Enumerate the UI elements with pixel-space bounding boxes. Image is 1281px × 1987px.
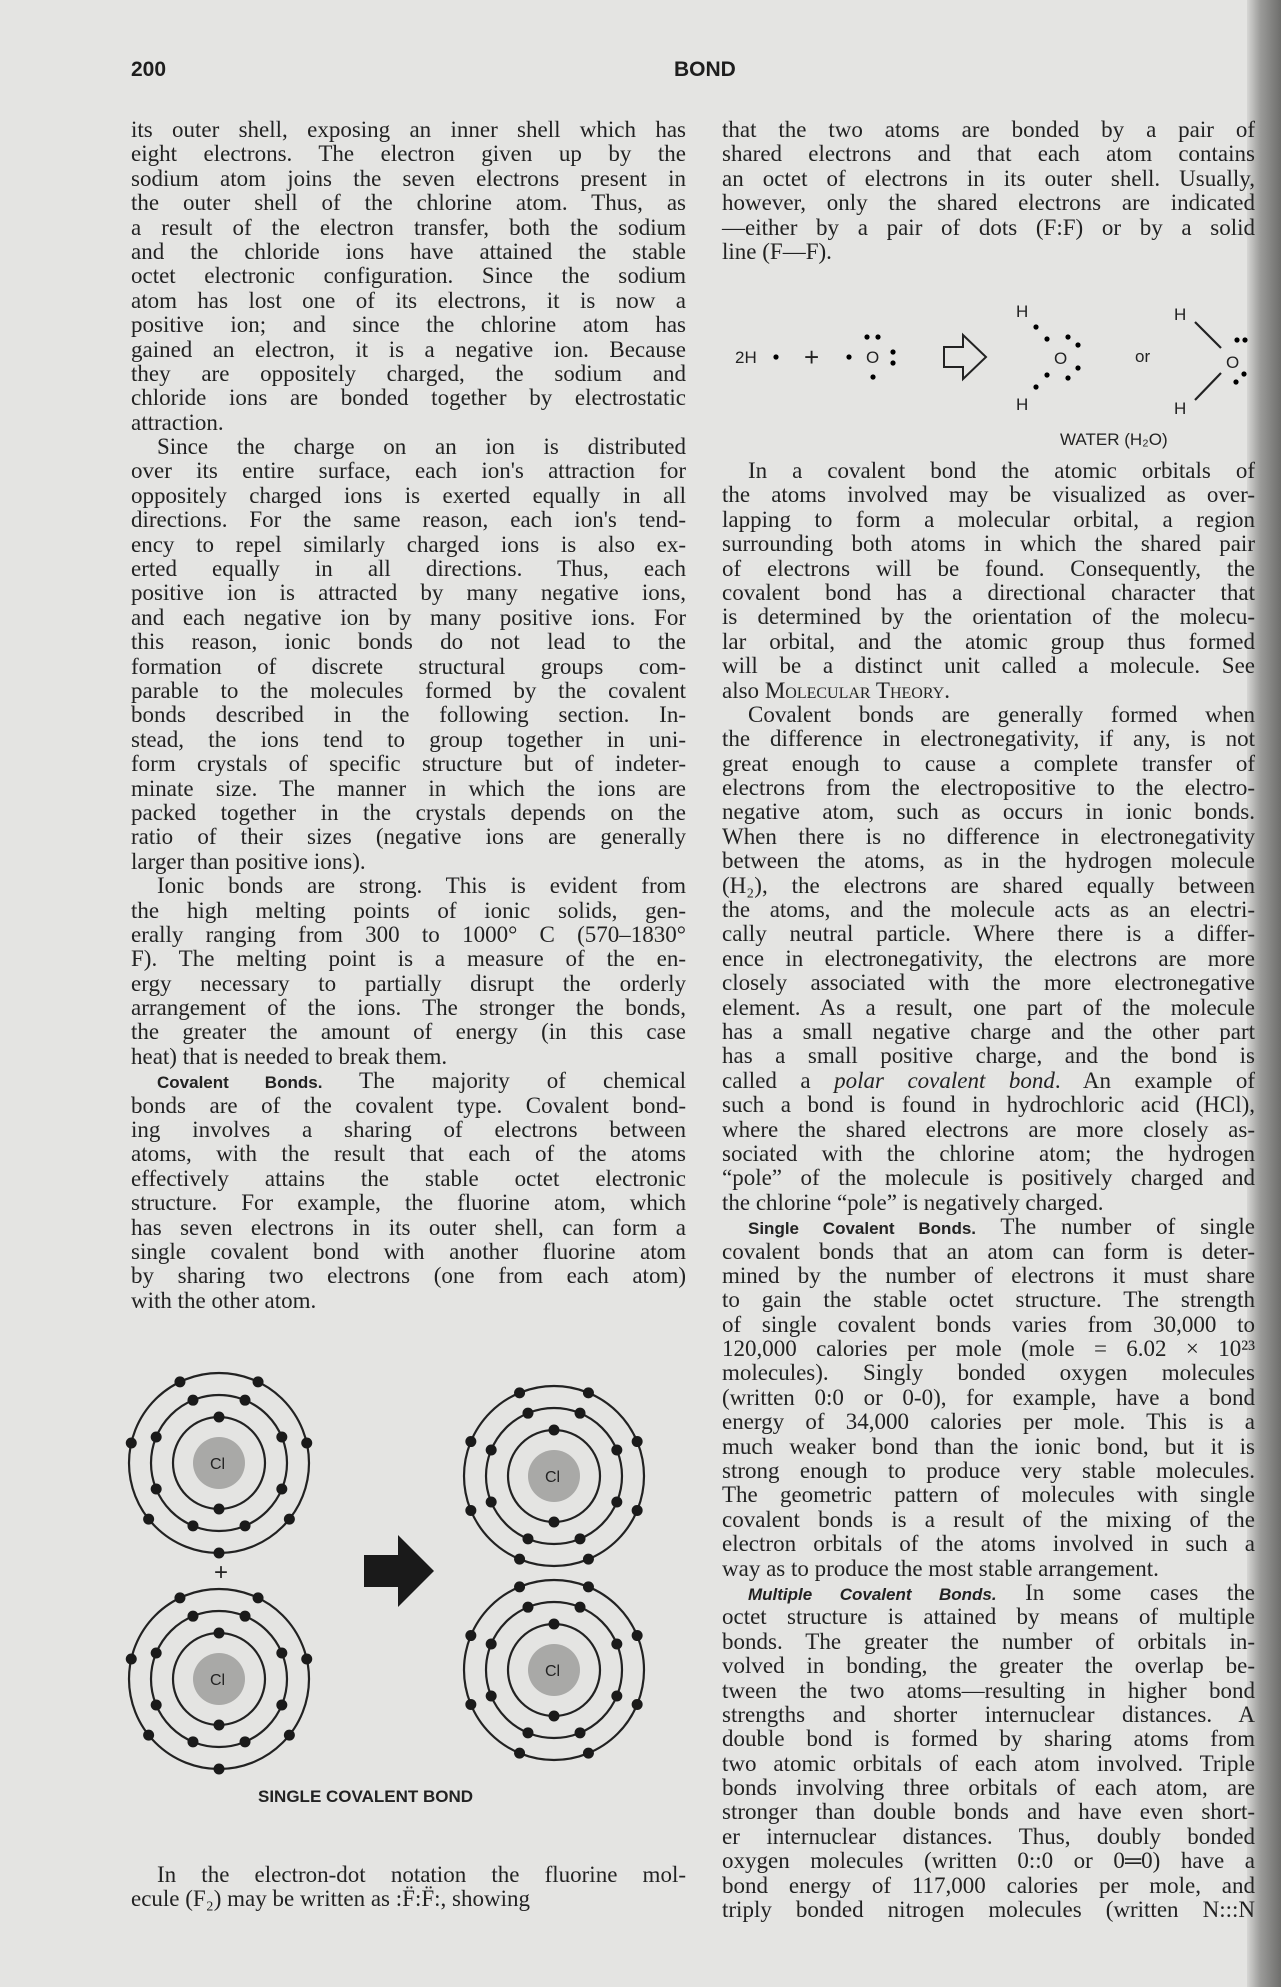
electron bbox=[187, 1611, 198, 1622]
text-line: covalent bonds that an atom can form is deter- bbox=[722, 1238, 1255, 1264]
electron bbox=[253, 1592, 264, 1603]
text-line: with the other atom. bbox=[131, 1287, 317, 1313]
left-column bbox=[131, 118, 686, 1313]
text-line: covalent bonds is a result of the mixing of the bbox=[722, 1506, 1255, 1532]
electron bbox=[187, 1736, 198, 1747]
electron bbox=[240, 1520, 251, 1531]
text-line: heat) that is needed to break them. bbox=[131, 1043, 448, 1069]
electron bbox=[151, 1700, 162, 1711]
text-run: . An example of bbox=[1054, 1067, 1256, 1093]
electron bbox=[465, 1699, 476, 1710]
text-line: octet structure is attained by means of multiple bbox=[722, 1604, 1255, 1630]
text-line: single covalent bond with another fluorine atom bbox=[131, 1238, 686, 1264]
text-run: also bbox=[722, 677, 765, 703]
electron bbox=[253, 1376, 264, 1387]
hydrogen-label: H bbox=[1016, 302, 1029, 321]
text-line: parable to the molecules formed by the covalent bbox=[131, 677, 686, 703]
electron bbox=[583, 1387, 594, 1398]
text-line: stronger than double bonds and have even short- bbox=[722, 1799, 1255, 1825]
text-line: sociated with the chlorine atom; the hydrogen bbox=[722, 1140, 1255, 1166]
text-line: octet electronic configuration. Since the sodium bbox=[131, 263, 686, 289]
text-line: positive ion is attracted by many negative ions, bbox=[131, 580, 686, 606]
text-run: In some cases the bbox=[996, 1579, 1255, 1605]
electron bbox=[276, 1647, 287, 1658]
electron bbox=[522, 1408, 533, 1419]
text-line: where the shared electrons are more closely as- bbox=[722, 1116, 1255, 1142]
electron bbox=[611, 1691, 622, 1702]
right-column bbox=[722, 459, 1255, 1922]
text-line: erted equally in all directions. Thus, each bbox=[131, 556, 686, 582]
text-line: “pole” of the molecule is positively charged and bbox=[722, 1165, 1255, 1191]
text-line: and each negative ion by many positive ions. For bbox=[131, 604, 686, 630]
text-line: (written 0:0 or 0-0), for example, have a bond bbox=[722, 1384, 1255, 1410]
text-line: closely associated with the more electronegative bbox=[722, 970, 1255, 996]
water-diagram bbox=[700, 260, 1281, 460]
text-line: mined by the number of electrons it must share bbox=[722, 1262, 1255, 1288]
electron bbox=[575, 1727, 586, 1738]
or-label: or bbox=[1135, 347, 1151, 366]
text-line: such a bond is found in hydrochloric acid (HCl), bbox=[722, 1092, 1255, 1118]
text-line: element. As a result, one part of the molecule bbox=[722, 994, 1255, 1020]
electron bbox=[187, 1520, 198, 1531]
electron bbox=[583, 1581, 594, 1592]
text-line: triply bonded nitrogen molecules (written N:::N bbox=[722, 1897, 1255, 1923]
figure-caption: SINGLE COVALENT BOND bbox=[258, 1787, 474, 1806]
atom-label: Cl bbox=[545, 1663, 561, 1680]
text-line: ing involves a sharing of electrons between bbox=[131, 1117, 686, 1143]
text-line: oxygen molecules (written 0::0 or 0═0) have a bbox=[722, 1848, 1255, 1874]
electron bbox=[575, 1602, 586, 1613]
electron bbox=[611, 1497, 622, 1508]
text-line: bond energy of 117,000 calories per mole, and bbox=[722, 1872, 1255, 1898]
electron bbox=[126, 1437, 137, 1448]
text-line: lapping to form a molecular orbital, a region bbox=[722, 506, 1255, 532]
electron bbox=[522, 1602, 533, 1613]
electron bbox=[240, 1611, 251, 1622]
section-heading: Covalent Bonds. bbox=[157, 1073, 323, 1093]
text-run: . bbox=[944, 677, 950, 703]
text-line: ence in electronegativity, the electrons are more bbox=[722, 945, 1255, 971]
text-line: F). The melting point is a measure of the en- bbox=[131, 946, 686, 972]
electron bbox=[549, 1425, 560, 1436]
text-line: positive ion; and since the chlorine atom has bbox=[131, 312, 686, 338]
text-line: ratio of their sizes (negative ions are generally bbox=[131, 824, 686, 850]
chlorine-atom bbox=[126, 1373, 312, 1559]
text-line: double bond is formed by sharing atoms from bbox=[722, 1726, 1255, 1752]
text-line: of electrons will be found. Consequently, the bbox=[722, 555, 1255, 581]
electron bbox=[301, 1437, 312, 1448]
text-line: gained an electron, it is a negative ion. Because bbox=[131, 336, 686, 362]
electron bbox=[632, 1505, 643, 1516]
electron bbox=[486, 1691, 497, 1702]
text-line: arrangement of the ions. The stronger the bonds, bbox=[131, 995, 686, 1021]
text-run: The number of single bbox=[976, 1214, 1256, 1240]
text-line: tween the two atoms—resulting in higher bond bbox=[722, 1677, 1255, 1703]
electron bbox=[575, 1408, 586, 1419]
text-line: energy of 34,000 calories per mole. This is a bbox=[722, 1409, 1255, 1435]
text-line: bonds. The greater the number of orbitals in- bbox=[722, 1628, 1255, 1654]
text-line bbox=[722, 1069, 1255, 1093]
text-line: Covalent bonds are generally formed when bbox=[748, 701, 1255, 727]
text-line: minate size. The manner in which the ions are bbox=[131, 775, 686, 801]
text-line: a result of the electron transfer, both the sodium bbox=[131, 214, 686, 240]
text-line: stead, the ions tend to group together in uni- bbox=[131, 726, 686, 752]
text-line: the chlorine “pole” is negatively charged. bbox=[722, 1189, 1104, 1215]
electron bbox=[214, 1548, 225, 1559]
electron bbox=[284, 1514, 295, 1525]
electron bbox=[522, 1727, 533, 1738]
text-line: In a covalent bond the atomic orbitals of bbox=[748, 458, 1255, 483]
oxygen-label: O bbox=[1054, 349, 1068, 368]
text-line: Since the charge on an ion is distributed bbox=[157, 434, 686, 460]
text-line: strengths and shorter internuclear distances. A bbox=[722, 1701, 1255, 1727]
electron bbox=[465, 1505, 476, 1516]
text-line: between the atoms, as in the hydrogen molecule bbox=[722, 848, 1255, 874]
text-line: formation of discrete structural groups com- bbox=[131, 653, 686, 679]
text-line: the outer shell of the chlorine atom. Thus, as bbox=[131, 190, 686, 216]
text-line: When there is no difference in electronegativity bbox=[722, 823, 1255, 849]
electron bbox=[514, 1387, 525, 1398]
electron bbox=[143, 1514, 154, 1525]
text-line: electron orbitals of the atoms involved in such a bbox=[722, 1531, 1255, 1557]
text-line: larger than positive ions). bbox=[131, 848, 366, 874]
electron bbox=[632, 1699, 643, 1710]
electron bbox=[611, 1638, 622, 1649]
text-line: way as to produce the most stable arrangement. bbox=[722, 1555, 1159, 1581]
text-line: great enough to cause a complete transfer of bbox=[722, 750, 1255, 776]
text-line: packed together in the crystals depends on the bbox=[131, 799, 686, 825]
text-line: molecules). Singly bonded oxygen molecules bbox=[722, 1360, 1255, 1386]
electron bbox=[486, 1638, 497, 1649]
text-line: the greater the amount of energy (in this case bbox=[131, 1019, 686, 1045]
text-line: electrons from the electropositive to the electro- bbox=[722, 775, 1255, 801]
cross-reference: Molecular Theory bbox=[764, 677, 945, 703]
text-line: er internuclear distances. Thus, doubly bonded bbox=[722, 1823, 1255, 1849]
text-line: an octet of electrons in its outer shell. Usually, bbox=[722, 165, 1255, 191]
text-line: surrounding both atoms in which the shared pair bbox=[722, 531, 1255, 557]
chlorine-atom bbox=[464, 1580, 644, 1760]
atom-label: Cl bbox=[210, 1456, 226, 1473]
text-line: bonds are of the covalent type. Covalent bond- bbox=[131, 1092, 686, 1118]
electron bbox=[214, 1720, 225, 1731]
electron bbox=[486, 1444, 497, 1455]
text-line: shared electrons and that each atom contains bbox=[722, 141, 1255, 167]
text-line: line (F—F). bbox=[722, 238, 832, 264]
text-line: oppositely charged ions is exerted equally in all bbox=[131, 482, 686, 508]
text-line: the high melting points of ionic solids, gen- bbox=[131, 897, 686, 923]
text-line: —either by a pair of dots (F:F) or by a solid bbox=[722, 214, 1255, 240]
electron bbox=[151, 1647, 162, 1658]
reaction-arrow-icon bbox=[944, 335, 986, 379]
electron bbox=[549, 1619, 560, 1630]
electron bbox=[514, 1748, 525, 1759]
text-line bbox=[722, 679, 1255, 703]
text-line: of single covalent bonds varies from 30,000 to bbox=[722, 1311, 1255, 1337]
electron bbox=[522, 1533, 533, 1544]
electron bbox=[632, 1436, 643, 1447]
bond-line bbox=[1195, 322, 1221, 348]
text-line: attraction. bbox=[131, 409, 224, 435]
text-line: bonds involving three orbitals of each atom, are bbox=[722, 1775, 1255, 1801]
text-line: The geometric pattern of molecules with single bbox=[722, 1482, 1255, 1508]
text-line: much weaker bond than the ionic bond, but it is bbox=[722, 1433, 1255, 1459]
text-line: has seven electrons in its outer shell, can form a bbox=[131, 1214, 686, 1240]
italic-term: polar covalent bond bbox=[834, 1067, 1055, 1093]
electron bbox=[465, 1630, 476, 1641]
electron bbox=[575, 1533, 586, 1544]
text-run: The majority of chemical bbox=[322, 1068, 687, 1094]
electron bbox=[240, 1395, 251, 1406]
text-line: that the two atoms are bonded by a pair of bbox=[722, 117, 1255, 142]
right-column-top bbox=[722, 118, 1255, 264]
text-line: Ionic bonds are strong. This is evident from bbox=[157, 873, 686, 899]
oxygen-label: O bbox=[1226, 353, 1240, 372]
right-arrow-icon bbox=[364, 1535, 434, 1607]
text-line: lar orbital, and the atomic group thus formed bbox=[722, 628, 1255, 654]
electron bbox=[276, 1700, 287, 1711]
text-line: chloride ions are bonded together by electrostatic bbox=[131, 385, 686, 411]
text-line: is determined by the orientation of the molecu- bbox=[722, 604, 1255, 630]
bond-line bbox=[1195, 373, 1221, 400]
text-line: this reason, ionic bonds do not lead to the bbox=[131, 629, 686, 655]
text-line: the difference in electronegativity, if any, is not bbox=[722, 726, 1255, 752]
text-line: to gain the stable octet structure. The strength bbox=[722, 1287, 1255, 1313]
reactant-2h: 2H bbox=[735, 348, 757, 367]
text-line: In the electron-dot notation the fluorine mol- bbox=[157, 1862, 686, 1887]
plus-sign: + bbox=[804, 342, 820, 372]
text-line: by sharing two electrons (one from each atom) bbox=[131, 1263, 686, 1289]
electron bbox=[240, 1736, 251, 1747]
section-heading: Multiple Covalent Bonds. bbox=[748, 1584, 997, 1604]
text-line: ergy necessary to partially disrupt the orderly bbox=[131, 970, 686, 996]
text-line: however, only the shared electrons are indicated bbox=[722, 190, 1255, 216]
text-line: negative atom, such as occurs in ionic bonds. bbox=[722, 799, 1255, 825]
electron bbox=[611, 1444, 622, 1455]
hydrogen-label: H bbox=[1016, 395, 1029, 414]
text-line: bonds described in the following section. In- bbox=[131, 702, 686, 728]
electron bbox=[276, 1484, 287, 1495]
electron bbox=[187, 1395, 198, 1406]
oxygen-label: O bbox=[866, 348, 880, 367]
electron bbox=[126, 1653, 137, 1664]
electron bbox=[486, 1497, 497, 1508]
electron-dot bbox=[773, 354, 778, 359]
hydrogen-label: H bbox=[1174, 399, 1187, 418]
text-line: ency to repel similarly charged ions is also ex- bbox=[131, 531, 686, 557]
electron bbox=[301, 1653, 312, 1664]
electron bbox=[549, 1711, 560, 1722]
text-line: the atoms, and the molecule acts as an electri- bbox=[722, 897, 1255, 923]
electron bbox=[632, 1630, 643, 1641]
text-line: its outer shell, exposing an inner shell which has bbox=[131, 117, 686, 142]
text-line: effectively attains the stable octet electronic bbox=[131, 1165, 686, 1191]
electron bbox=[583, 1748, 594, 1759]
electron bbox=[143, 1730, 154, 1741]
text-line: 120,000 calories per mole (mole = 6.02 × 10²³ bbox=[722, 1336, 1255, 1362]
electron bbox=[214, 1412, 225, 1423]
electron bbox=[549, 1517, 560, 1528]
text-line bbox=[131, 1069, 686, 1093]
text-line: has a small positive charge, and the bond is bbox=[722, 1043, 1255, 1069]
text-line: atom has lost one of its electrons, it is now a bbox=[131, 287, 686, 313]
electron bbox=[214, 1764, 225, 1775]
text-line: they are oppositely charged, the sodium and bbox=[131, 360, 686, 386]
text-line: directions. For the same reason, each ion's tend- bbox=[131, 507, 686, 533]
atom-label: Cl bbox=[545, 1469, 561, 1486]
text-line: erally ranging from 300 to 1000° C (570–1830° bbox=[131, 921, 686, 947]
single-covalent-bond-figure bbox=[0, 1330, 700, 1830]
chlorine-atom bbox=[126, 1589, 312, 1775]
text-run: called a bbox=[722, 1067, 835, 1093]
text-line bbox=[722, 1581, 1255, 1605]
electron bbox=[174, 1592, 185, 1603]
text-line: covalent bond has a directional character that bbox=[722, 579, 1255, 605]
text-line: strong enough to produce very stable molecules. bbox=[722, 1458, 1255, 1484]
electron bbox=[276, 1431, 287, 1442]
electron bbox=[214, 1504, 225, 1515]
text-line: over its entire surface, each ion's attraction for bbox=[131, 458, 686, 484]
section-heading: Single Covalent Bonds. bbox=[748, 1219, 977, 1239]
text-line: sodium atom joins the seven electrons present in bbox=[131, 165, 686, 191]
running-title: BOND bbox=[674, 58, 736, 81]
chlorine-atom bbox=[464, 1386, 644, 1566]
text-line: cally neutral particle. Where there is a differ- bbox=[722, 921, 1255, 947]
text-line: the atoms involved may be visualized as over- bbox=[722, 482, 1255, 508]
text-line: and the chloride ions have attained the stable bbox=[131, 238, 686, 264]
electron bbox=[151, 1484, 162, 1495]
electron bbox=[174, 1376, 185, 1387]
text-line: two atomic orbitals of each atom involved. Triple bbox=[722, 1750, 1255, 1776]
left-bottom-paragraph bbox=[131, 1860, 686, 1912]
text-line: ecule (F₂) may be written as :F̈:F̈:, showing bbox=[131, 1886, 530, 1912]
text-line: structure. For example, the fluorine atom, which bbox=[131, 1190, 686, 1216]
atom-label: Cl bbox=[210, 1672, 226, 1689]
electron bbox=[214, 1628, 225, 1639]
electron bbox=[151, 1431, 162, 1442]
text-line: form crystals of specific structure but of indeter- bbox=[131, 751, 686, 777]
hydrogen-label: H bbox=[1174, 305, 1187, 324]
text-line bbox=[722, 1215, 1255, 1239]
text-line: eight electrons. The electron given up by the bbox=[131, 141, 686, 167]
electron bbox=[514, 1581, 525, 1592]
water-caption: WATER (H₂O) bbox=[1060, 430, 1168, 449]
electron bbox=[284, 1730, 295, 1741]
text-line: volved in bonding, the greater the overlap be- bbox=[722, 1653, 1255, 1679]
text-line: will be a distinct unit called a molecule. See bbox=[722, 653, 1255, 679]
text-line: atoms, with the result that each of the atoms bbox=[131, 1141, 686, 1167]
electron bbox=[583, 1554, 594, 1565]
electron bbox=[514, 1554, 525, 1565]
electron bbox=[465, 1436, 476, 1447]
text-line: (H₂), the electrons are shared equally between bbox=[722, 872, 1255, 898]
text-line: has a small negative charge and the other part bbox=[722, 1018, 1255, 1044]
page-number: 200 bbox=[131, 58, 167, 81]
plus-sign: + bbox=[214, 1559, 229, 1586]
